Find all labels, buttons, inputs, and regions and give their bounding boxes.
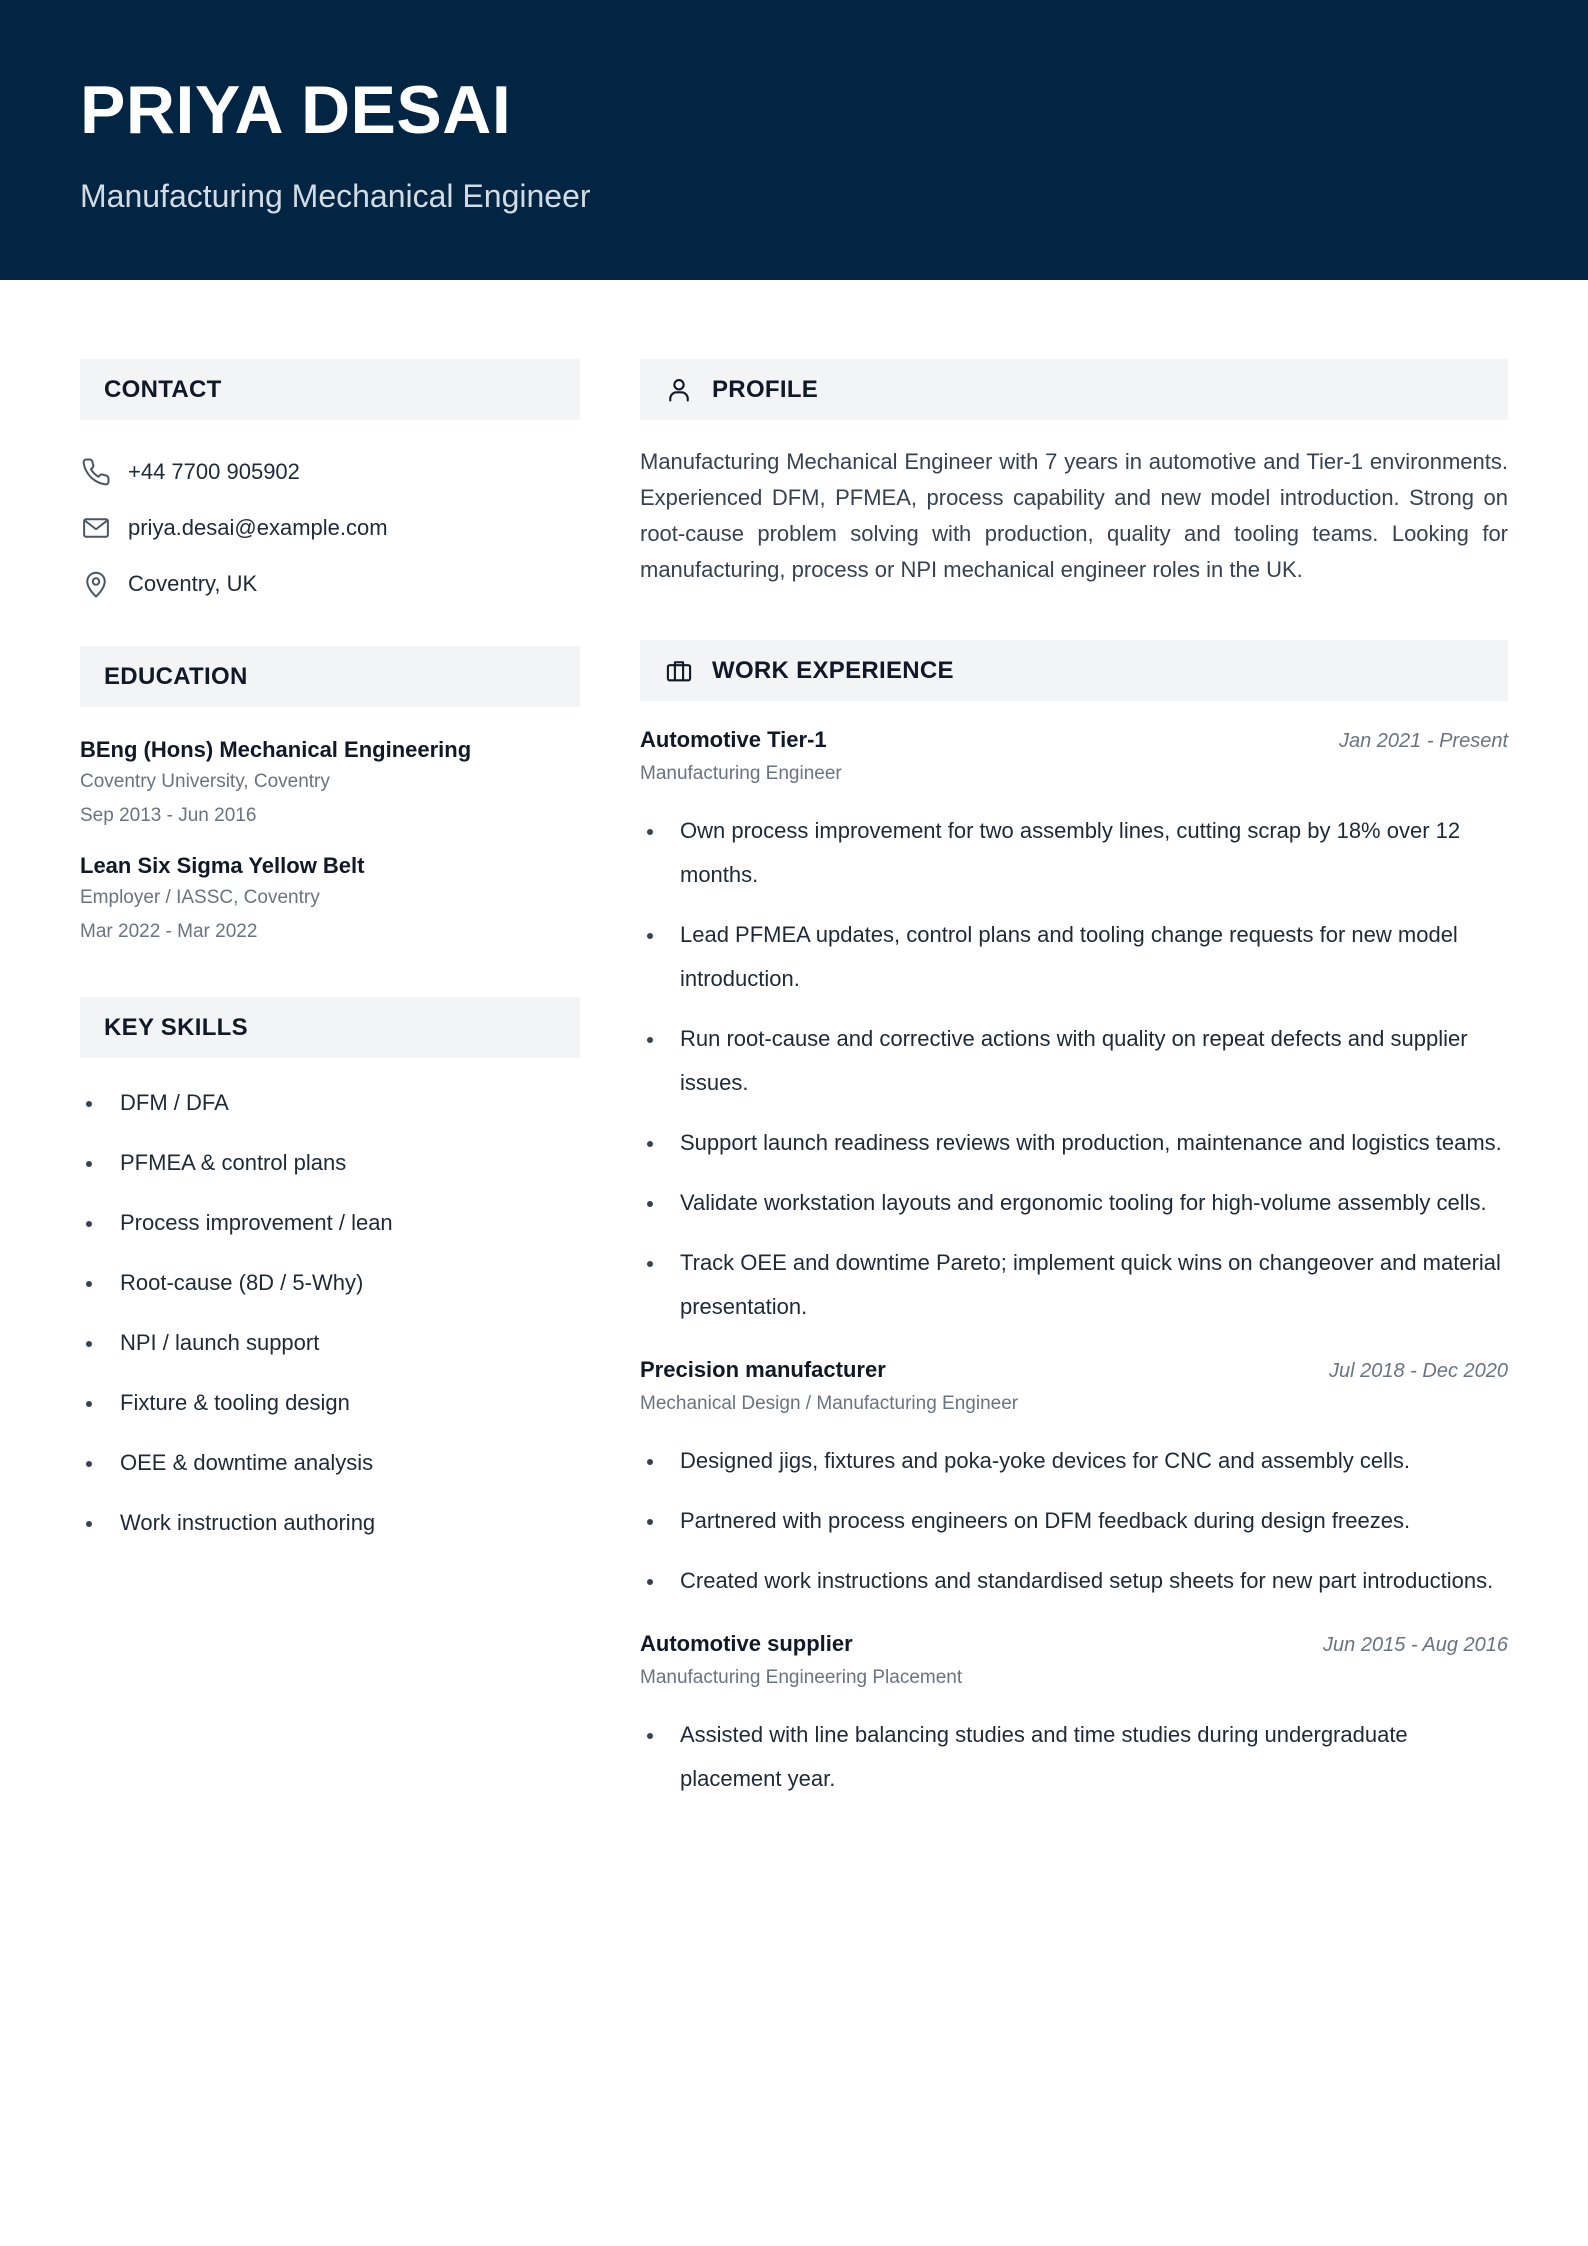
contact-heading: [80, 359, 580, 420]
job-company: Precision manufacturer: [640, 1357, 886, 1382]
job-bullet: Partnered with process engineers on DFM feedback during design freezes.: [640, 1499, 1508, 1543]
contact-location-text: Coventry, UK: [128, 571, 258, 596]
contact-email: [80, 500, 580, 556]
education-item: [80, 851, 580, 949]
skill-item: Fixture & tooling design: [80, 1388, 580, 1448]
contact-email-text[interactable]: priya.desai@example.com: [128, 515, 388, 540]
resume-header: [0, 0, 1588, 280]
experience-heading-label: WORK EXPERIENCE: [712, 656, 954, 684]
contact-phone: [80, 444, 580, 500]
job-bullets: [640, 1713, 1508, 1801]
job-dates: Jul 2018 - Dec 2020: [1328, 1360, 1508, 1382]
briefcase-icon: [664, 656, 694, 686]
job-bullet: Support launch readiness reviews with production, maintenance and logistics teams.: [640, 1121, 1508, 1165]
contact-heading-label: CONTACT: [104, 375, 222, 403]
skill-item: DFM / DFA: [80, 1088, 580, 1148]
job-bullet: Own process improvement for two assembly lines, cutting scrap by 18% over 12 months.: [640, 809, 1508, 897]
job-entry: [640, 725, 1508, 1329]
job-bullet: Validate workstation layouts and ergonomic tooling for high-volume assembly cells.: [640, 1181, 1508, 1225]
candidate-name: PRIYA DESAI: [80, 72, 512, 148]
skill-item: PFMEA & control plans: [80, 1148, 580, 1208]
skills-list: [80, 1088, 580, 1568]
skills-heading-label: KEY SKILLS: [104, 1013, 248, 1041]
skills-heading: [80, 997, 580, 1058]
education-heading-label: EDUCATION: [104, 662, 248, 690]
job-bullet: Assisted with line balancing studies and time studies during undergraduate placement year.: [640, 1713, 1508, 1801]
profile-heading: [640, 359, 1508, 420]
contact-location: [80, 556, 580, 612]
job-bullet: Run root-cause and corrective actions with quality on repeat defects and supplier issues.: [640, 1017, 1508, 1105]
job-bullets: [640, 1439, 1508, 1603]
job-entry: [640, 1629, 1508, 1801]
profile-summary: Manufacturing Mechanical Engineer with 7 years in automotive and Tier-1 environments. Experienced DFM, PFMEA, process capability and new model introduction. Strong on root-cause problem solving with production, quality and tooling teams. Looking for manufacturing, process or NPI mechanical engineer roles in the UK.: [640, 449, 1508, 582]
skill-item: Process improvement / lean: [80, 1208, 580, 1268]
skill-item: NPI / launch support: [80, 1328, 580, 1388]
job-title: Manufacturing Engineer: [640, 763, 842, 784]
education-title: Lean Six Sigma Yellow Belt: [80, 853, 365, 878]
job-title: Mechanical Design / Manufacturing Engineer: [640, 1393, 1019, 1414]
skill-item: OEE & downtime analysis: [80, 1448, 580, 1508]
job-bullets: [640, 809, 1508, 1329]
job-bullet: Designed jigs, fixtures and poka-yoke devices for CNC and assembly cells.: [640, 1439, 1508, 1483]
education-heading: [80, 646, 580, 707]
education-school: Employer / IASSC, Coventry: [80, 887, 320, 908]
job-bullet: Lead PFMEA updates, control plans and tooling change requests for new model introduction.: [640, 913, 1508, 1001]
contact-list: [80, 444, 580, 612]
user-icon: [664, 375, 694, 405]
location-pin-icon: [80, 568, 112, 600]
job-bullet: Created work instructions and standardised setup sheets for new part introductions.: [640, 1559, 1508, 1603]
education-dates: Sep 2013 - Jun 2016: [80, 805, 257, 826]
education-school: Coventry University, Coventry: [80, 771, 330, 792]
job-dates: Jan 2021 - Present: [1339, 730, 1508, 752]
job-dates: Jun 2015 - Aug 2016: [1323, 1634, 1508, 1656]
job-bullet: Track OEE and downtime Pareto; implement quick wins on changeover and material presentation.: [640, 1241, 1508, 1329]
job-title: Manufacturing Engineering Placement: [640, 1667, 963, 1688]
candidate-role: Manufacturing Mechanical Engineer: [80, 178, 591, 214]
skill-item: Root-cause (8D / 5-Why): [80, 1268, 580, 1328]
job-company: Automotive supplier: [640, 1631, 853, 1656]
contact-phone-text[interactable]: +44 7700 905902: [128, 459, 300, 484]
job-company: Automotive Tier-1: [640, 727, 827, 752]
job-entry: [640, 1355, 1508, 1603]
skill-item: Work instruction authoring: [80, 1508, 580, 1568]
experience-heading: [640, 640, 1508, 701]
profile-heading-label: PROFILE: [712, 375, 819, 403]
left-column: [80, 359, 580, 1568]
mail-icon: [80, 512, 112, 544]
education-list: [80, 735, 580, 949]
education-title: BEng (Hons) Mechanical Engineering: [80, 737, 472, 762]
education-dates: Mar 2022 - Mar 2022: [80, 921, 258, 942]
education-item: [80, 735, 580, 833]
phone-icon: [80, 456, 112, 488]
right-column: [640, 359, 1508, 1817]
